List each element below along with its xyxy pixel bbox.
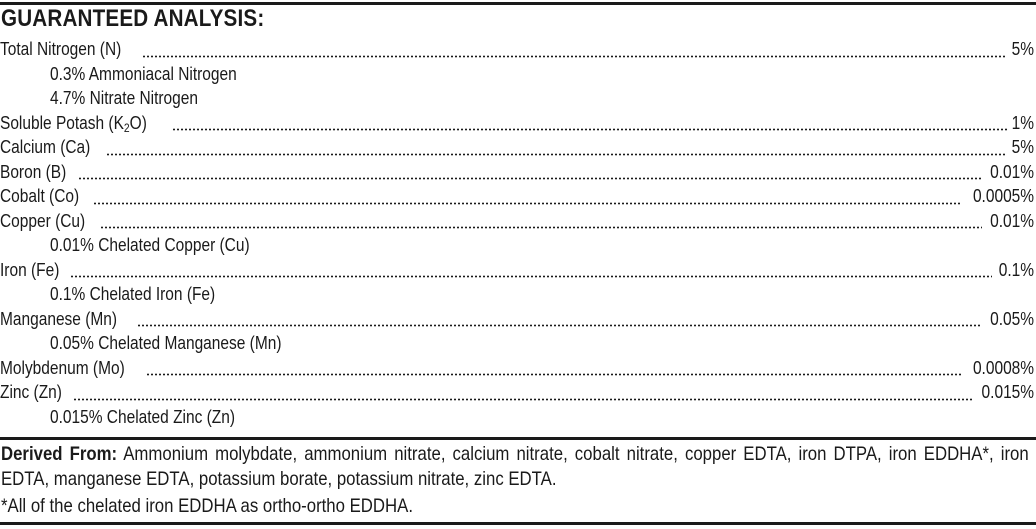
nutrient-name: 0.1% Chelated Iron (Fe) [50, 284, 216, 304]
nutrient-name: Total Nitrogen (N) [0, 39, 122, 59]
analysis-row [0, 160, 1034, 185]
dot-leader [146, 358, 962, 376]
nutrient-value: 0.01% [990, 210, 1034, 231]
dot-leader [70, 260, 992, 278]
dot-leader [100, 211, 982, 229]
nutrient-value: 5% [1011, 137, 1034, 157]
analysis-row [0, 356, 1034, 381]
nutrient-name: 0.015% Chelated Zinc (Zn) [50, 406, 235, 427]
dot-leader [172, 113, 1007, 131]
analysis-row [0, 209, 1034, 234]
dot-leader [142, 40, 1007, 58]
nutrient-name: Zinc (Zn) [0, 382, 62, 402]
dot-leader [73, 383, 972, 401]
analysis-row [0, 184, 1034, 209]
footnote: *All of the chelated iron EDDHA as ortho-ortho EDDHA. [1, 495, 413, 517]
bottom-rule [0, 522, 1036, 525]
divider-rule [0, 437, 1036, 440]
analysis-subrow [0, 233, 1034, 258]
nutrient-name: Calcium (Ca) [0, 137, 91, 157]
analysis-subrow [0, 331, 1034, 356]
nutrient-value: 0.01% [990, 161, 1034, 182]
analysis-row [0, 258, 1034, 283]
nutrient-name: 4.7% Nitrate Nitrogen [50, 88, 199, 108]
analysis-subrow [0, 62, 1034, 87]
nutrient-name: Molybdenum (Mo) [0, 357, 125, 378]
analysis-list [0, 37, 1034, 429]
dot-leader [78, 162, 982, 180]
analysis-row [0, 307, 1034, 332]
nutrient-value: 0.0008% [972, 357, 1034, 378]
analysis-subrow [0, 282, 1034, 307]
derived-from-text: Ammonium molybdate, ammonium nitrate, calcium nitrate, cobalt nitrate, copper EDTA, iron DTPA, iron EDDHA*, iron EDTA, manganese EDTA, potassium borate, potassium nitrate, zinc EDTA. [1, 443, 1029, 490]
dot-leader [106, 138, 1007, 156]
analysis-subrow [0, 405, 1034, 430]
nutrient-name: 0.05% Chelated Manganese (Mn) [50, 333, 282, 353]
nutrient-value: 0.015% [981, 382, 1034, 402]
nutrient-name: Cobalt (Co) [0, 186, 80, 206]
derived-from-paragraph [1, 442, 1029, 491]
nutrient-value: 0.05% [990, 308, 1034, 329]
nutrient-name: Manganese (Mn) [0, 308, 118, 329]
nutrient-name: 0.3% Ammoniacal Nitrogen [50, 63, 237, 84]
nutrient-value: 1% [1011, 112, 1034, 133]
nutrient-name: Soluble Potash $(K_2O)$ [0, 112, 147, 135]
derived-from-label: Derived From: [1, 443, 118, 465]
analysis-row [0, 111, 1034, 136]
dot-leader [93, 187, 962, 205]
nutrient-name: Boron (B) [0, 161, 67, 182]
nutrient-name: Copper (Cu) [0, 210, 86, 231]
analysis-subrow [0, 86, 1034, 111]
analysis-row [0, 135, 1034, 160]
analysis-row [0, 380, 1034, 405]
nutrient-name: 0.01% Chelated Copper (Cu) [50, 235, 250, 255]
analysis-row [0, 37, 1034, 62]
dot-leader [137, 309, 982, 327]
nutrient-value: 0.1% [998, 259, 1034, 280]
nutrient-value: 0.0005% [972, 186, 1034, 206]
nutrient-name: Iron (Fe) [0, 259, 60, 280]
nutrient-value: 5% [1011, 39, 1034, 59]
section-heading: GUARANTEED ANALYSIS: [1, 5, 265, 32]
